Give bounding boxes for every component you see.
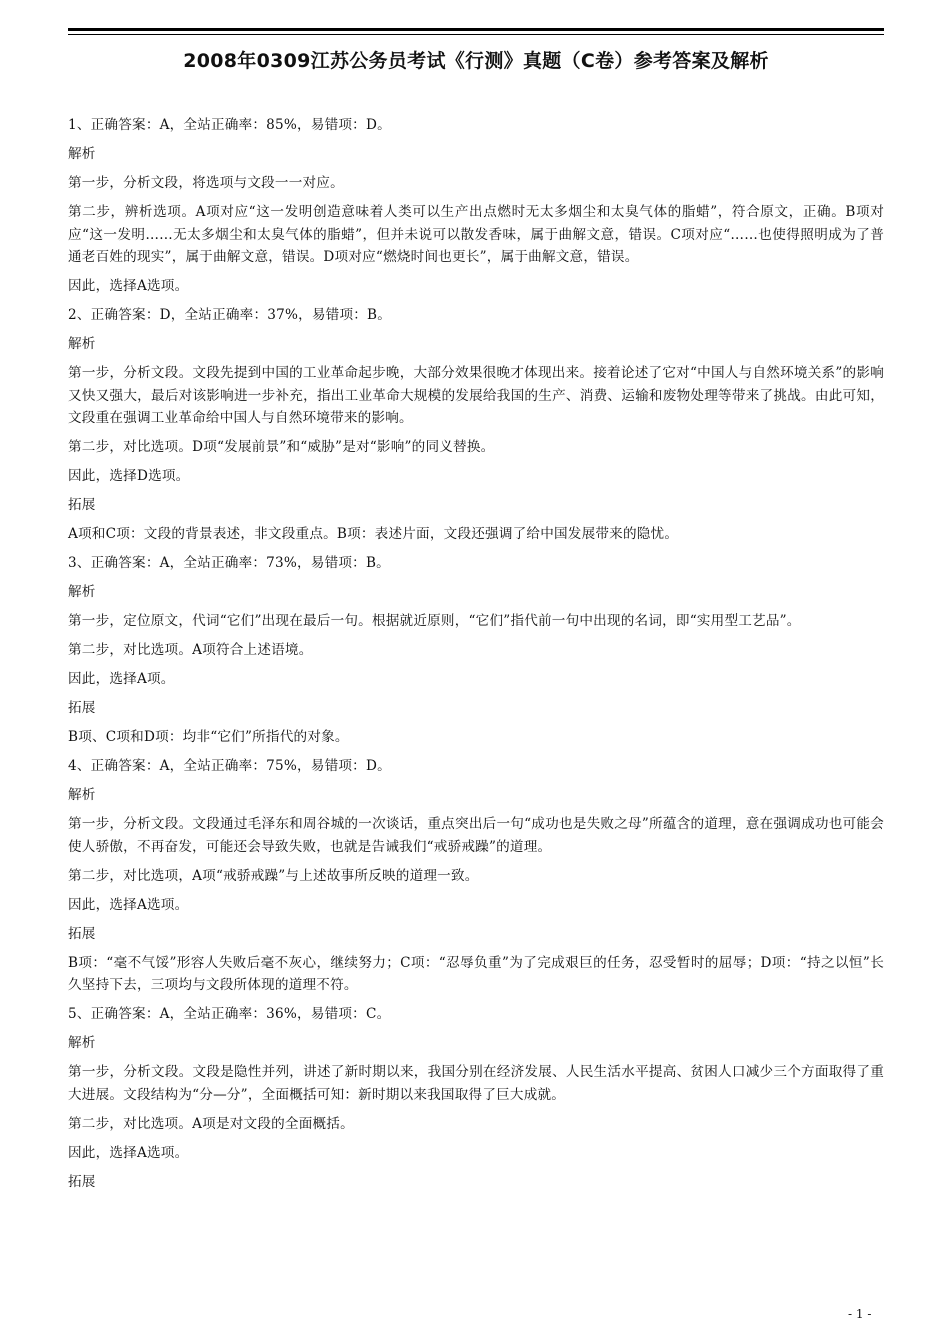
paragraph: 拓展 [68,925,96,942]
header-rule-thick [68,28,884,31]
paragraph: 第二步，对比选项。A项是对文段的全面概括。 [68,1115,354,1132]
paragraph: 第二步，对比选项。A项符合上述语境。 [68,642,313,658]
paragraph: B项、C项和D项：均非“它们”所指代的对象。 [68,729,349,745]
paragraph: 解析 [68,336,96,352]
page-number: - 1 - [848,1307,872,1321]
paragraph: 因此，选择D选项。 [68,468,190,484]
paragraph: 第一步，分析文段。文段通过毛泽东和周谷城的一次谈话，重点突出后一句“成功也是失败之母”所蕴含的道理，意在强调成功也可能会使人骄傲，不再奋发，可能还会导致失败，也就是告诫我们“戒骄戒躁”的道理。 [68,816,884,855]
paragraph: 第二步，对比选项，A项“戒骄戒躁”与上述故事所反映的道理一致。 [68,867,479,884]
paragraph: 拓展 [68,497,96,513]
paragraph: 3、正确答案：A，全站正确率：73%，易错项：B。 [68,555,390,571]
paragraph: 拓展 [68,700,96,716]
paragraph: 第二步，对比选项。D项“发展前景”和“威胁”是对“影响”的同义替换。 [68,439,495,455]
paragraph: 第一步，定位原文，代词“它们”出现在最后一句。根据就近原则，“它们”指代前一句中出现的名词，即“实用型工艺品”。 [68,613,801,629]
paragraph: 解析 [68,787,96,803]
paragraph: 因此，选择A项。 [68,671,175,687]
paragraph: 5、正确答案：A，全站正确率：36%，易错项：C。 [68,1006,391,1022]
paragraph: 1、正确答案：A，全站正确率：85%，易错项：D。 [68,117,391,133]
paragraph: A项和C项：文段的背景表述，非文段重点。B项：表述片面，文段还强调了给中国发展带来的隐忧。 [68,526,679,542]
document-body [68,114,884,1200]
paragraph: 第一步，分析文段，将选项与文段一一对应。 [68,175,344,191]
paragraph: 解析 [68,1035,96,1051]
paragraph: 因此，选择A选项。 [68,896,189,913]
paragraph: 解析 [68,146,96,162]
paragraph: 因此，选择A选项。 [68,278,189,294]
paragraph: B项：“毫不气馁”形容人失败后毫不灰心，继续努力；C项：“忍辱负重”为了完成艰巨的任务，忍受暂时的屈辱；D项：“持之以恒”长久坚持下去，三项均与文段所体现的道理不符。 [68,954,884,993]
paragraph: 解析 [68,584,96,600]
page-title: 2008年0309江苏公务员考试《行测》真题（C卷）参考答案及解析 [183,50,769,72]
paragraph: 拓展 [68,1173,96,1190]
paragraph: 第一步，分析文段。文段是隐性并列，讲述了新时期以来，我国分别在经济发展、人民生活水平提高、贫困人口减少三个方面取得了重大进展。文段结构为“分—分”，全面概括可知：新时期以来我国取得了巨大成就。 [68,1064,884,1103]
paragraph: 4、正确答案：A，全站正确率：75%，易错项：D。 [68,758,391,774]
paragraph: 2、正确答案：D，全站正确率：37%，易错项：B。 [68,307,392,323]
paragraph: 第二步，辨析选项。A项对应“这一发明创造意味着人类可以生产出点燃时无太多烟尘和太臭气体的脂蜡”，符合原文，正确。B项对应“这一发明……无太多烟尘和太臭气体的脂蜡”，但并未说可以散发香味，属于曲解文意，错误。C项对应“……也使得照明成为了普通老百姓的现实”，属于曲解文意，错误。D项对应“燃烧时间也更长”，属于曲解文意，错误。 [68,204,884,265]
paragraph: 第一步，分析文段。文段先提到中国的工业革命起步晚，大部分效果很晚才体现出来。接着论述了它对“中国人与自然环境关系”的影响又快又强大，最后对该影响进一步补充，指出工业革命大规模的发展给我国的生产、消费、运输和废物处理等带来了挑战。由此可知，文段重在强调工业革命给中国人与自然环境带来的影响。 [68,365,884,426]
paragraph: 因此，选择A选项。 [68,1144,189,1161]
header-rule-thin [68,34,884,35]
